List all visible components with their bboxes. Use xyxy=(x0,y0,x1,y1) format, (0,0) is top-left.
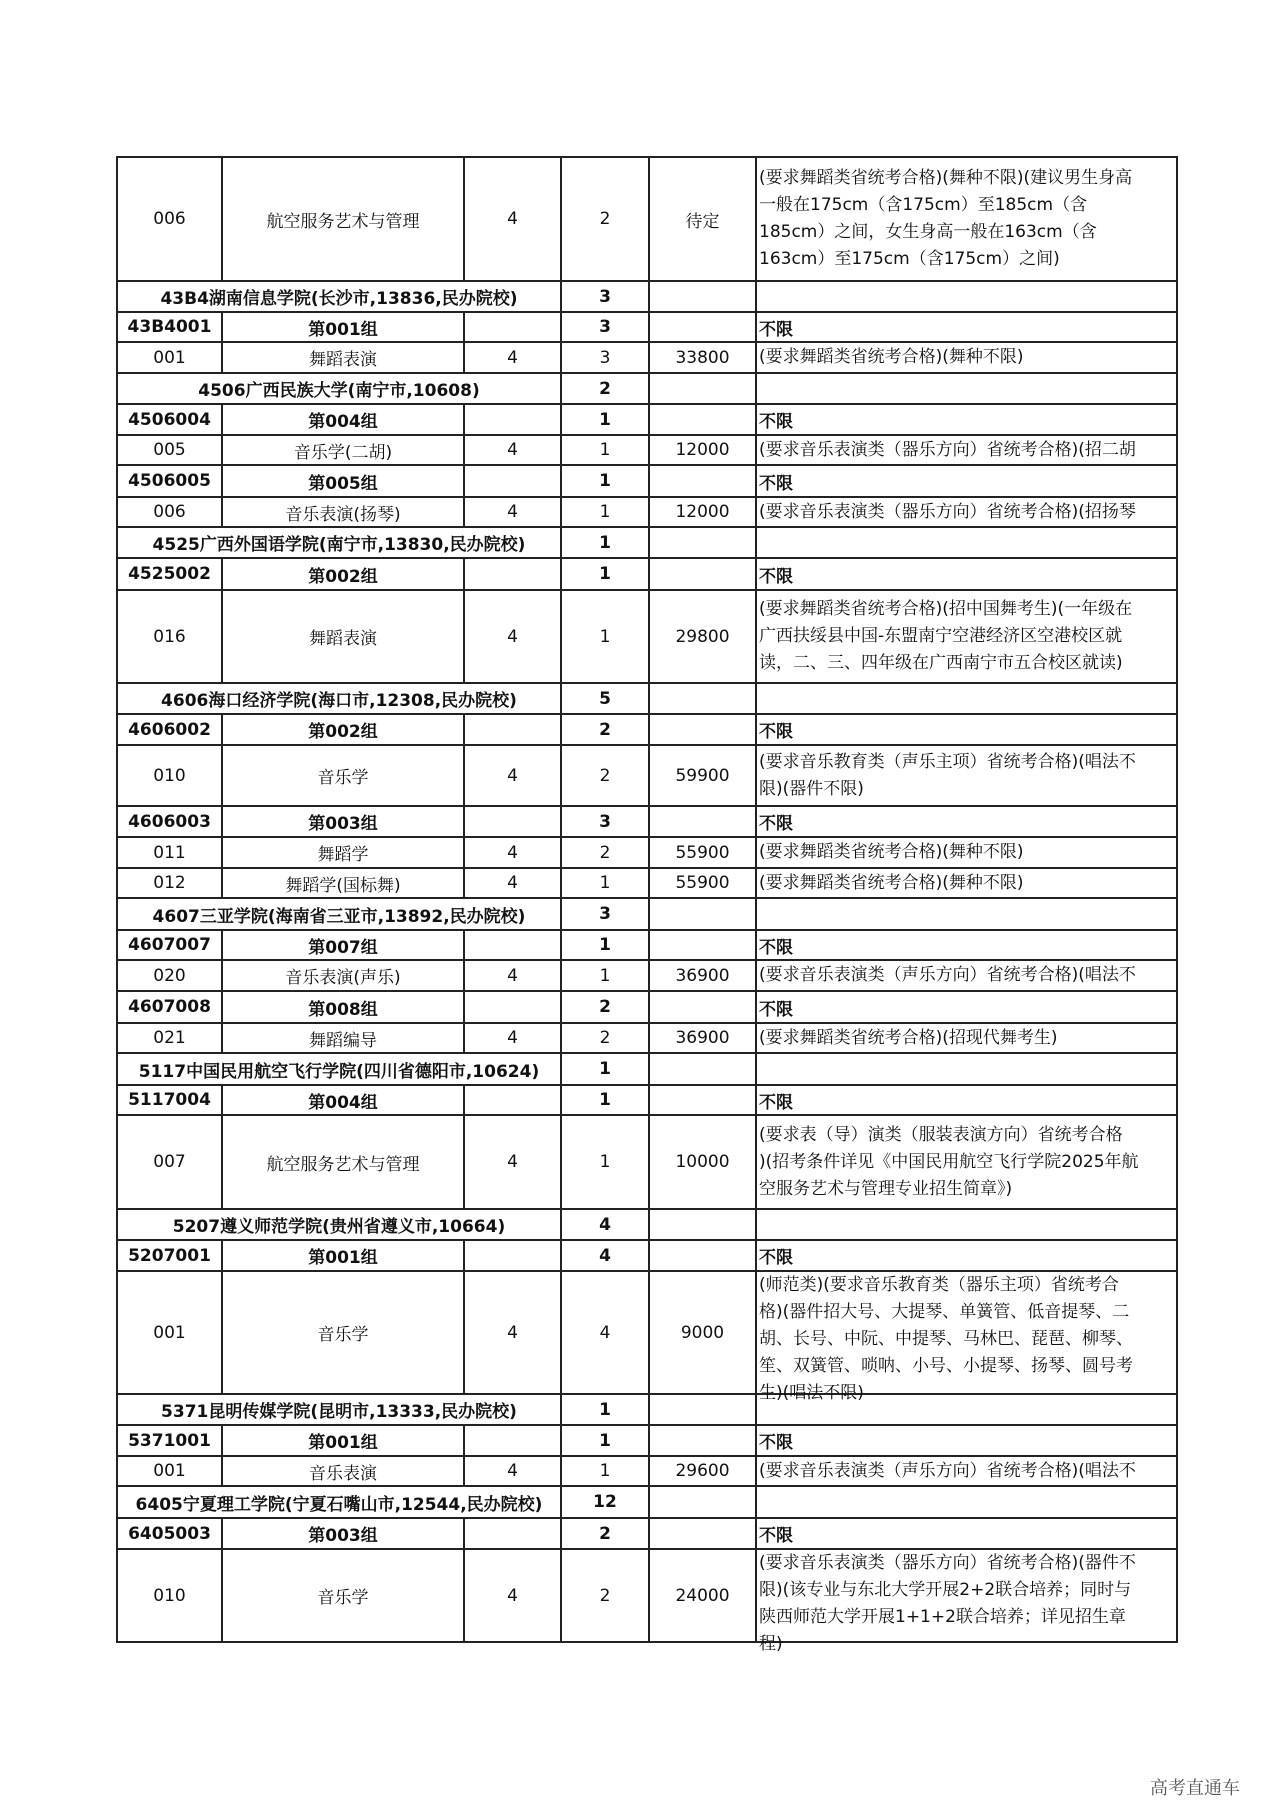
major-code: 001 xyxy=(153,1461,186,1481)
study-years: 4 xyxy=(507,765,518,786)
plan-count: 5 xyxy=(599,688,611,709)
group-row xyxy=(117,1085,1177,1115)
group-code: 4606003 xyxy=(128,811,211,832)
note-line: 163cm）至175cm（含175cm）之间) xyxy=(759,249,1060,269)
tuition-fee: 29600 xyxy=(675,1461,730,1481)
major-note xyxy=(757,498,1176,526)
fee-cell xyxy=(650,559,755,589)
years-cell xyxy=(465,931,560,959)
group-code: 4525002 xyxy=(128,564,211,584)
note-cell xyxy=(757,528,1176,557)
plan-count: 2 xyxy=(599,1523,611,1544)
college-row xyxy=(117,281,1177,312)
plan-count: 12 xyxy=(593,1492,617,1512)
detail-row xyxy=(117,745,1177,806)
study-years: 4 xyxy=(507,965,518,986)
fee-cell xyxy=(650,899,755,929)
note-line: 一般在175cm（含175cm）至185cm（含 xyxy=(759,195,1088,215)
note-line: (要求舞蹈类省统考合格)(招现代舞考生) xyxy=(759,1027,1058,1048)
fee-cell xyxy=(650,405,755,434)
fee-cell xyxy=(650,1395,755,1424)
tuition-fee: 24000 xyxy=(675,1585,730,1606)
major-note xyxy=(757,838,1176,867)
major-name: 舞蹈编导 xyxy=(309,1030,377,1051)
plan-count: 1 xyxy=(599,471,611,491)
note-line: 生)(唱法不限) xyxy=(759,1383,864,1403)
note-line: (要求舞蹈类省统考合格)(舞种不限) xyxy=(759,842,1024,862)
study-years: 4 xyxy=(507,1028,518,1048)
tuition-fee: 9000 xyxy=(680,1322,725,1343)
subject-requirement: 不限 xyxy=(759,1433,793,1453)
years-cell xyxy=(465,1086,560,1114)
detail-row xyxy=(117,1456,1177,1486)
fee-cell xyxy=(650,1487,755,1517)
group-row xyxy=(117,714,1177,745)
subject-requirement: 不限 xyxy=(759,999,793,1020)
note-cell xyxy=(757,374,1176,403)
major-note xyxy=(757,436,1176,464)
subject-requirement: 不限 xyxy=(759,722,793,742)
subject-requirement: 不限 xyxy=(759,473,793,494)
major-name: 航空服务艺术与管理 xyxy=(266,211,420,232)
note-cell xyxy=(757,1054,1176,1084)
group-name: 第001组 xyxy=(308,319,378,340)
major-name: 音乐学 xyxy=(317,1588,369,1608)
major-name: 舞蹈表演 xyxy=(309,629,377,649)
college-row xyxy=(117,1486,1177,1518)
major-name: 音乐学 xyxy=(317,1325,369,1345)
tuition-fee: 12000 xyxy=(675,440,730,460)
group-code: 4606002 xyxy=(128,719,211,740)
plan-count: 1 xyxy=(599,1430,611,1451)
major-note xyxy=(757,1457,1176,1485)
group-name: 第003组 xyxy=(308,1526,378,1546)
tuition-fee: 55900 xyxy=(675,842,730,863)
plan-count: 1 xyxy=(599,1059,611,1079)
plan-count: 3 xyxy=(599,347,611,368)
major-note xyxy=(757,869,1176,897)
plan-count: 1 xyxy=(599,1399,611,1420)
major-name: 音乐学 xyxy=(317,768,369,788)
college-name: 5117中国民用航空飞行学院(四川省德阳市,10624) xyxy=(138,1061,540,1082)
group-name: 第003组 xyxy=(308,814,378,834)
major-code: 005 xyxy=(153,440,186,460)
note-line: 185cm）之间，女生身高一般在163cm（含 xyxy=(759,222,1097,242)
plan-count: 1 xyxy=(599,965,611,986)
years-cell xyxy=(465,559,560,589)
study-years: 4 xyxy=(507,842,518,863)
subject-requirement: 不限 xyxy=(759,412,793,432)
fee-cell xyxy=(650,1054,755,1084)
note-line: (要求舞蹈类省统考合格)(舞种不限) xyxy=(759,347,1024,367)
group-code: 6405003 xyxy=(128,1523,211,1544)
group-row xyxy=(117,1425,1177,1456)
group-row xyxy=(117,930,1177,960)
major-note xyxy=(757,1550,1176,1654)
fee-cell xyxy=(650,1426,755,1455)
major-note xyxy=(757,961,1176,990)
plan-count: 2 xyxy=(599,209,611,229)
plan-count: 1 xyxy=(599,409,611,430)
group-row xyxy=(117,312,1177,342)
group-row xyxy=(117,558,1177,590)
college-name: 6405宁夏理工学院(宁夏石嘴山市,12544,民办院校) xyxy=(135,1494,543,1515)
tuition-fee: 36900 xyxy=(675,1028,730,1048)
subject-requirement: 不限 xyxy=(759,1248,793,1268)
major-code: 007 xyxy=(153,1152,186,1172)
college-row xyxy=(117,1053,1177,1085)
study-years: 4 xyxy=(507,1585,518,1606)
years-cell xyxy=(465,405,560,434)
note-line: 读，二、三、四年级在广西南宁市五合校区就读) xyxy=(759,653,1123,673)
fee-cell xyxy=(650,715,755,744)
plan-count: 2 xyxy=(599,997,611,1017)
fee-cell xyxy=(650,374,755,403)
major-name: 舞蹈学 xyxy=(317,845,369,865)
years-cell xyxy=(465,1241,560,1270)
plan-count: 4 xyxy=(599,1214,611,1235)
detail-row xyxy=(117,837,1177,868)
college-name: 5207遵义师范学院(贵州省遵义市,10664) xyxy=(172,1217,506,1237)
detail-row xyxy=(117,590,1177,683)
plan-count: 1 xyxy=(599,873,611,893)
group-name: 第004组 xyxy=(308,1092,378,1113)
college-row xyxy=(117,683,1177,714)
note-line: (要求音乐表演类（器乐方向）省统考合格)(器件不 xyxy=(759,1553,1136,1573)
study-years: 4 xyxy=(507,440,518,460)
note-line: (要求音乐表演类（声乐方向）省统考合格)(唱法不 xyxy=(759,965,1136,985)
group-row xyxy=(117,1518,1177,1549)
plan-count: 4 xyxy=(599,1245,611,1266)
fee-cell xyxy=(650,528,755,557)
college-row xyxy=(117,373,1177,404)
study-years: 4 xyxy=(507,1322,518,1343)
subject-requirement: 不限 xyxy=(759,1526,793,1546)
tuition-fee: 待定 xyxy=(685,211,720,232)
subject-requirement: 不限 xyxy=(759,1092,793,1113)
note-line: 陕西师范大学开展1+1+2联合培养；详见招生章 xyxy=(759,1607,1126,1627)
plan-count: 1 xyxy=(599,1152,611,1172)
group-row xyxy=(117,991,1177,1023)
note-line: (要求舞蹈类省统考合格)(招中国舞考生)(一年级在 xyxy=(759,599,1133,619)
note-line: 胡、长号、中阮、中提琴、马林巴、琵琶、柳琴、 xyxy=(759,1329,1133,1349)
note-cell xyxy=(757,684,1176,713)
major-note xyxy=(757,1024,1176,1052)
study-years: 4 xyxy=(507,502,518,522)
note-line: (要求舞蹈类省统考合格)(舞种不限) xyxy=(759,872,1024,893)
group-code: 43B4001 xyxy=(127,317,212,337)
major-code: 016 xyxy=(153,626,186,647)
group-name: 第001组 xyxy=(308,1248,378,1268)
major-note xyxy=(757,746,1176,805)
major-name: 音乐表演 xyxy=(309,1463,377,1484)
major-name: 航空服务艺术与管理 xyxy=(266,1154,420,1175)
tuition-fee: 29800 xyxy=(675,626,730,647)
note-line: (要求音乐教育类（声乐主项）省统考合格)(唱法不 xyxy=(759,751,1136,772)
subject-requirement: 不限 xyxy=(759,319,793,340)
college-row xyxy=(117,1209,1177,1240)
group-code: 5207001 xyxy=(128,1245,211,1266)
note-line: (要求表（导）演类（服装表演方向）省统考合格 xyxy=(759,1124,1123,1145)
major-note xyxy=(757,343,1176,372)
tuition-fee: 36900 xyxy=(675,965,730,986)
plan-count: 4 xyxy=(599,1322,611,1343)
fee-cell xyxy=(650,1241,755,1270)
group-code: 4506004 xyxy=(128,409,211,430)
note-cell xyxy=(757,1210,1176,1239)
plan-count: 2 xyxy=(599,719,611,740)
group-row xyxy=(117,806,1177,837)
tuition-fee: 59900 xyxy=(675,765,730,786)
fee-cell xyxy=(650,466,755,496)
note-cell xyxy=(757,1487,1176,1517)
group-code: 5117004 xyxy=(128,1090,211,1110)
detail-row xyxy=(117,342,1177,373)
group-code: 5371001 xyxy=(128,1430,211,1451)
college-row xyxy=(117,1394,1177,1425)
plan-count: 1 xyxy=(599,935,611,955)
watermark: 高考直通车 xyxy=(1150,1778,1240,1799)
fee-cell xyxy=(650,1519,755,1548)
fee-cell xyxy=(650,1086,755,1114)
group-code: 4607007 xyxy=(128,935,211,955)
study-years: 4 xyxy=(507,347,518,368)
detail-row xyxy=(117,157,1177,281)
detail-row xyxy=(117,1549,1177,1642)
plan-count: 1 xyxy=(599,1461,611,1481)
major-name: 音乐表演(扬琴) xyxy=(285,504,401,525)
group-name: 第002组 xyxy=(308,566,378,587)
plan-count: 1 xyxy=(599,532,611,553)
note-line: 限)(器件不限) xyxy=(759,778,864,799)
years-cell xyxy=(465,466,560,496)
group-name: 第001组 xyxy=(308,1433,378,1453)
years-cell xyxy=(465,1426,560,1455)
tuition-fee: 12000 xyxy=(675,502,730,522)
years-cell xyxy=(465,992,560,1022)
college-name: 4525广西外国语学院(南宁市,13830,民办院校) xyxy=(152,535,526,555)
major-code: 001 xyxy=(153,1322,186,1343)
note-line: 空服务艺术与管理专业招生简章》) xyxy=(759,1178,1013,1199)
study-years: 4 xyxy=(507,209,518,229)
college-row xyxy=(117,898,1177,930)
group-name: 第002组 xyxy=(308,722,378,742)
detail-row xyxy=(117,1271,1177,1394)
college-name: 4506广西民族大学(南宁市,10608) xyxy=(198,381,480,401)
group-row xyxy=(117,465,1177,497)
tuition-fee: 10000 xyxy=(675,1152,730,1172)
college-name: 5371昆明传媒学院(昆明市,13333,民办院校) xyxy=(161,1402,517,1422)
detail-row xyxy=(117,960,1177,991)
major-code: 010 xyxy=(153,765,186,786)
college-name: 4606海口经济学院(海口市,12308,民办院校) xyxy=(161,691,517,711)
plan-count: 1 xyxy=(599,564,611,584)
years-cell xyxy=(465,807,560,836)
major-note xyxy=(757,1116,1176,1208)
years-cell xyxy=(465,313,560,341)
plan-count: 2 xyxy=(599,842,611,863)
detail-row xyxy=(117,497,1177,527)
major-code: 021 xyxy=(153,1028,186,1048)
fee-cell xyxy=(650,313,755,341)
group-name: 第005组 xyxy=(308,473,378,494)
plan-count: 2 xyxy=(599,378,611,399)
tuition-fee: 33800 xyxy=(675,347,730,368)
study-years: 4 xyxy=(507,626,518,647)
group-row xyxy=(117,404,1177,435)
note-line: )(招考条件详见《中国民用航空飞行学院2025年航 xyxy=(759,1151,1139,1172)
group-code: 4607008 xyxy=(128,997,211,1017)
college-name: 4607三亚学院(海南省三亚市,13892,民办院校) xyxy=(152,906,526,927)
major-code: 010 xyxy=(153,1585,186,1606)
major-code: 012 xyxy=(153,873,186,893)
plan-count: 2 xyxy=(599,1585,611,1606)
fee-cell xyxy=(650,931,755,959)
major-name: 音乐表演(声乐) xyxy=(285,968,401,988)
note-line: 笙、双簧管、唢呐、小号、小提琴、扬琴、圆号考 xyxy=(759,1356,1133,1376)
note-line: 程) xyxy=(759,1634,783,1654)
major-code: 020 xyxy=(153,965,186,986)
major-code: 006 xyxy=(153,209,186,229)
plan-count: 1 xyxy=(599,502,611,522)
plan-count: 1 xyxy=(599,440,611,460)
detail-row xyxy=(117,1023,1177,1053)
plan-count: 2 xyxy=(599,765,611,786)
fee-cell xyxy=(650,992,755,1022)
fee-cell xyxy=(650,1210,755,1239)
plan-count: 1 xyxy=(599,626,611,647)
plan-count: 3 xyxy=(599,904,611,924)
note-line: (要求音乐表演类（器乐方向）省统考合格)(招扬琴 xyxy=(759,501,1136,522)
plan-count: 3 xyxy=(599,317,611,337)
plan-count: 1 xyxy=(599,1090,611,1110)
group-name: 第007组 xyxy=(308,937,378,958)
major-code: 011 xyxy=(153,842,186,863)
college-name: 43B4湖南信息学院(长沙市,13836,民办院校) xyxy=(160,289,518,309)
major-name: 舞蹈学(国标舞) xyxy=(285,875,401,896)
group-row xyxy=(117,1240,1177,1271)
major-code: 001 xyxy=(153,347,186,368)
note-cell xyxy=(757,282,1176,311)
major-code: 006 xyxy=(153,502,186,522)
group-name: 第004组 xyxy=(308,412,378,432)
years-cell xyxy=(465,715,560,744)
subject-requirement: 不限 xyxy=(759,566,793,587)
plan-count: 2 xyxy=(599,1028,611,1048)
subject-requirement: 不限 xyxy=(759,937,793,958)
study-years: 4 xyxy=(507,873,518,893)
note-line: 广西扶绥县中国-东盟南宁空港经济区空港校区就 xyxy=(759,626,1123,646)
group-code: 4506005 xyxy=(128,471,211,491)
tuition-fee: 55900 xyxy=(675,873,730,893)
detail-row xyxy=(117,435,1177,465)
study-years: 4 xyxy=(507,1461,518,1481)
detail-row xyxy=(117,868,1177,898)
plan-count: 3 xyxy=(599,811,611,832)
study-years: 4 xyxy=(507,1152,518,1172)
fee-cell xyxy=(650,684,755,713)
major-name: 舞蹈表演 xyxy=(309,350,377,370)
plan-count: 3 xyxy=(599,286,611,307)
major-note xyxy=(757,591,1176,682)
years-cell xyxy=(465,1519,560,1548)
note-line: (要求音乐表演类（器乐方向）省统考合格)(招二胡 xyxy=(759,439,1136,460)
subject-requirement: 不限 xyxy=(759,814,793,834)
note-line: 限)(该专业与东北大学开展2+2联合培养；同时与 xyxy=(759,1580,1132,1600)
note-line: (要求舞蹈类省统考合格)(舞种不限)(建议男生身高 xyxy=(759,168,1133,188)
major-note xyxy=(757,1272,1176,1403)
note-line: (要求音乐表演类（声乐方向）省统考合格)(唱法不 xyxy=(759,1460,1136,1481)
major-name: 音乐学(二胡) xyxy=(293,442,393,463)
note-line: 格)(器件招大号、大提琴、单簧管、低音提琴、二 xyxy=(759,1302,1130,1322)
fee-cell xyxy=(650,807,755,836)
college-row xyxy=(117,527,1177,558)
note-cell xyxy=(757,899,1176,929)
group-name: 第008组 xyxy=(308,999,378,1020)
fee-cell xyxy=(650,282,755,311)
detail-row xyxy=(117,1115,1177,1209)
note-line: (师范类)(要求音乐教育类（器乐主项）省统考合 xyxy=(759,1275,1119,1295)
major-note xyxy=(757,158,1176,280)
admission-plan-table xyxy=(116,156,1178,1654)
